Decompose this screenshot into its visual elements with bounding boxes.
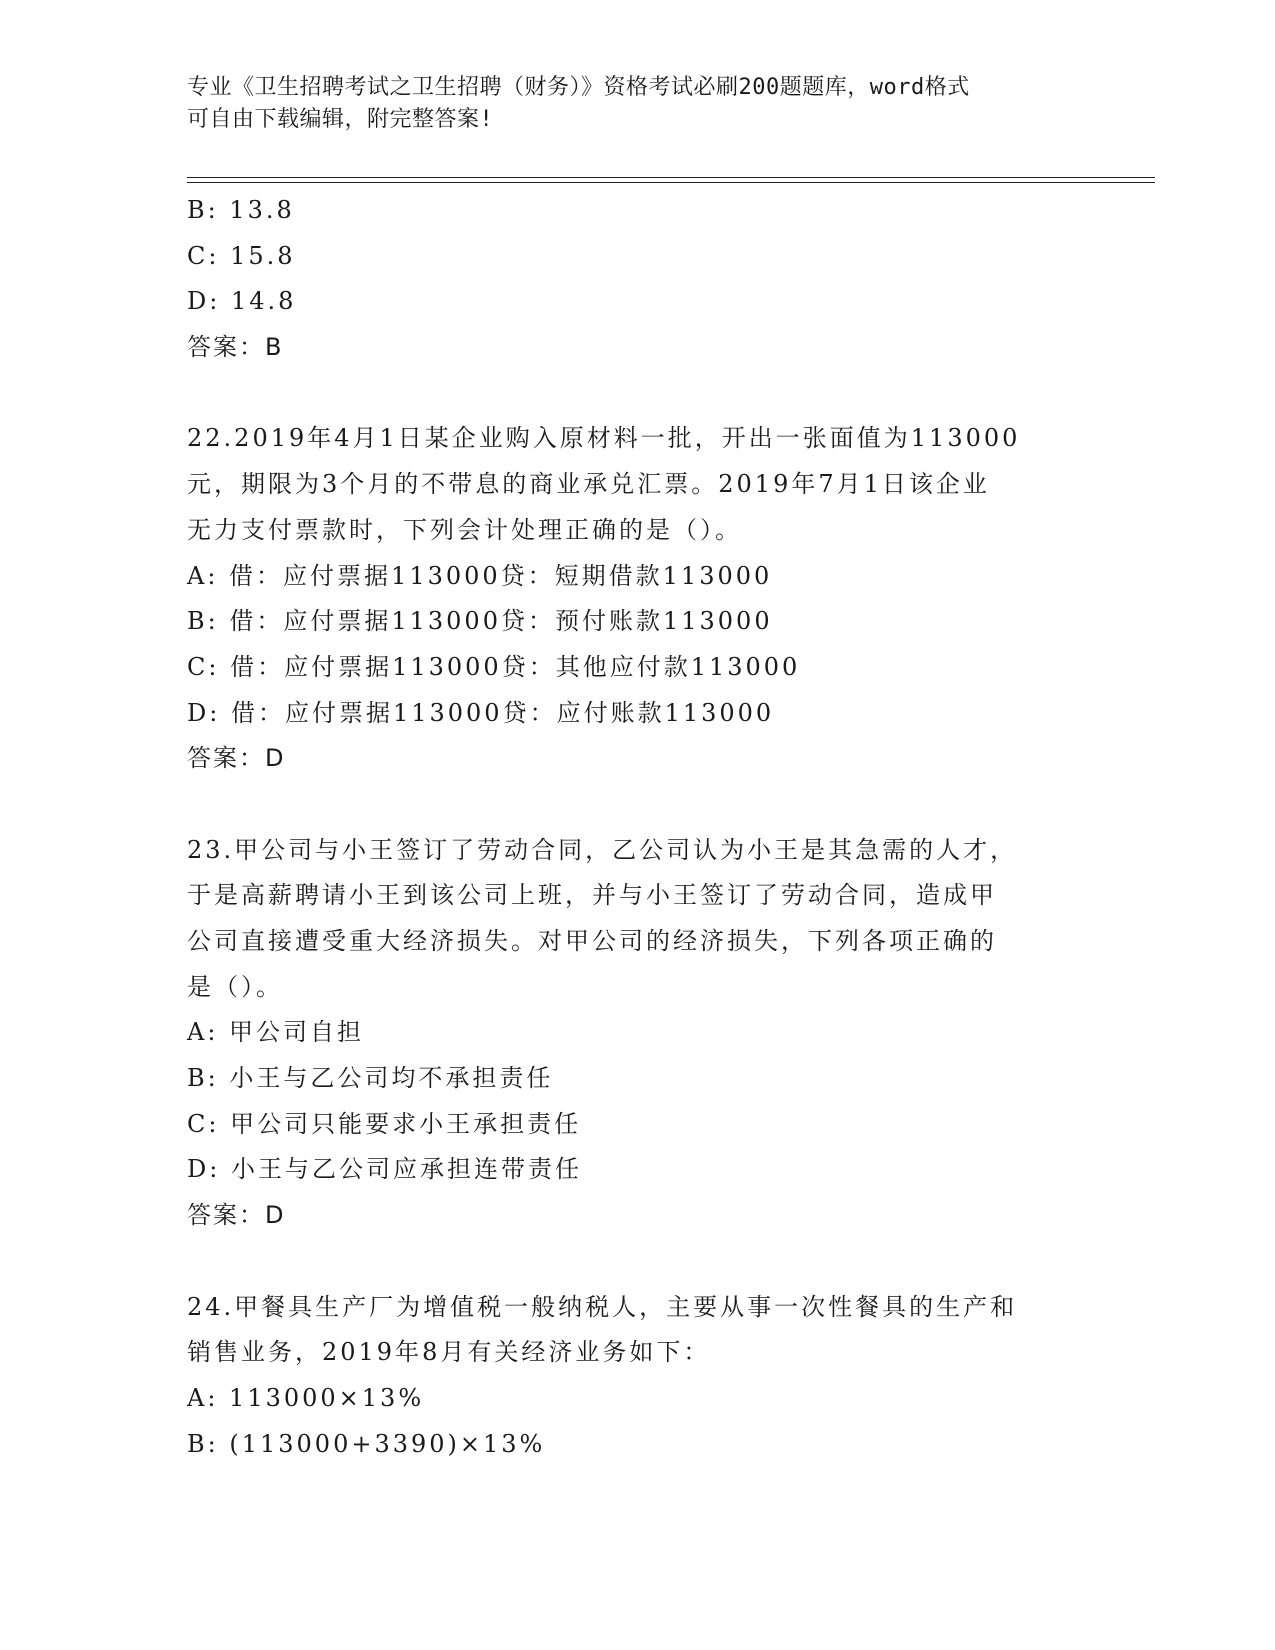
question-stem-line: 元，期限为3个月的不带息的商业承兑汇票。2019年7月1日该企业	[187, 470, 990, 499]
option-b: B: 小王与乙公司均不承担责任	[187, 1064, 554, 1093]
document-body	[187, 188, 1087, 1467]
option-d: D: 14.8	[187, 287, 297, 316]
header-divider-bottom	[187, 182, 1155, 183]
header-line-2: 可自由下载编辑，附完整答案!	[187, 107, 494, 132]
option-b: B: (113000+3390)×13%	[187, 1429, 546, 1458]
answer-line: 答案：D	[187, 1201, 286, 1230]
spacer	[187, 371, 1087, 417]
option-d: D: 小王与乙公司应承担连带责任	[187, 1155, 582, 1184]
question-stem-line: 是（）。	[187, 972, 283, 1001]
header-divider-top	[187, 177, 1155, 178]
question-stem-line: 22.2019年4月1日某企业购入原材料一批，开出一张面值为113000	[187, 424, 1021, 453]
spacer	[187, 1239, 1087, 1285]
question-stem-line: 公司直接遭受重大经济损失。对甲公司的经济损失，下列各项正确的	[187, 927, 997, 955]
option-a: A: 113000×13%	[187, 1383, 425, 1412]
header-line-1: 专业《卫生招聘考试之卫生招聘（财务）》资格考试必刷200题题库，word格式	[187, 75, 970, 100]
question-21-tail	[187, 188, 1087, 371]
option-a: A: 借：应付票据113000贷：短期借款113000	[187, 561, 773, 590]
question-stem-line: 无力支付票款时，下列会计处理正确的是（）。	[187, 515, 742, 544]
document-header	[187, 72, 1087, 136]
answer-line: 答案：D	[187, 744, 286, 773]
answer-line: 答案：B	[187, 333, 284, 362]
option-b: B: 13.8	[187, 196, 295, 224]
question-stem-line: 24.甲餐具生产厂为增值税一般纳税人，主要从事一次性餐具的生产和	[187, 1292, 1018, 1321]
option-b: B: 借：应付票据113000贷：预付账款113000	[187, 607, 773, 636]
option-a: A: 甲公司自担	[187, 1018, 365, 1047]
option-c: C: 15.8	[187, 241, 296, 270]
question-24	[187, 1285, 1087, 1468]
question-stem-line: 于是高薪聘请小王到该公司上班，并与小王签订了劳动合同，造成甲	[187, 881, 997, 910]
spacer	[187, 782, 1087, 828]
question-23	[187, 828, 1087, 1239]
option-c: C: 借：应付票据113000贷：其他应付款113000	[187, 652, 801, 681]
question-stem-line: 23.甲公司与小王签订了劳动合同，乙公司认为小王是其急需的人才，	[187, 835, 1018, 864]
option-c: C: 甲公司只能要求小王承担责任	[187, 1109, 582, 1138]
option-d: D: 借：应付票据113000贷：应付账款113000	[187, 698, 775, 727]
question-22	[187, 416, 1087, 782]
question-stem-line: 销售业务，2019年8月有关经济业务如下：	[187, 1338, 711, 1367]
